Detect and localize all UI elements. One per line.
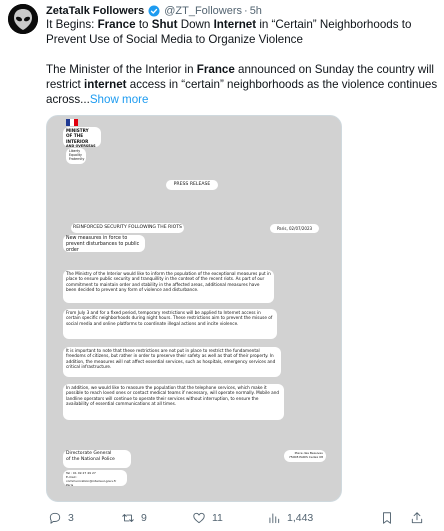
press-release-document bbox=[47, 116, 342, 502]
tweet-paragraph-2 bbox=[46, 62, 438, 107]
document-date: Paris, 02/07/2023 bbox=[270, 224, 319, 233]
text-span: Shut bbox=[151, 18, 178, 31]
text-span: internet bbox=[84, 78, 127, 91]
bookmark-icon bbox=[380, 511, 394, 525]
tweet-paragraph-1 bbox=[46, 17, 438, 47]
share-button[interactable] bbox=[410, 510, 424, 526]
text-span: in “Certain” Neighborhoods to Prevent Use of Social Media to Organize Violence bbox=[46, 18, 412, 46]
reply-icon bbox=[48, 511, 62, 525]
footer-line: Paris bbox=[66, 483, 74, 487]
display-name[interactable]: ZetaTalk Followers bbox=[46, 5, 145, 17]
document-footer-directorate bbox=[63, 450, 131, 468]
views-button[interactable] bbox=[267, 510, 313, 526]
retweet-button[interactable] bbox=[121, 510, 147, 526]
reply-button[interactable] bbox=[48, 510, 74, 526]
tweet-text bbox=[46, 17, 438, 107]
text-span: access in “certain” neighborhoods as the violence continues across... bbox=[46, 78, 438, 106]
bookmark-button[interactable] bbox=[380, 510, 394, 526]
document-paragraph-3: It is important to note that these restrictions are not put in place to restrict the fundamental freedoms of citizens, but rather in order to preserve their safety as well as that of their property. In addition, the measures will not affect essential services, such as hospitals, emergency services and critical infrastructure. bbox=[63, 347, 281, 377]
text-span: The Minister of the Interior in bbox=[46, 63, 197, 76]
document-footer-address bbox=[284, 450, 326, 462]
reply-count: 3 bbox=[68, 512, 74, 524]
motto-line: Fraternity bbox=[69, 157, 85, 162]
retweet-count: 9 bbox=[141, 512, 147, 524]
user-handle[interactable]: @ZT_Followers bbox=[164, 5, 243, 17]
subhead-line: prevent disturbances to public order bbox=[66, 242, 140, 254]
footer-line: 75008 PARIS Cedex 08 bbox=[288, 455, 323, 459]
like-count: 11 bbox=[212, 512, 223, 524]
motto-line: Equality bbox=[69, 153, 82, 158]
tweet-actions bbox=[46, 510, 438, 526]
document-paragraph-1: The Ministry of the Interior would like to inform the population of the exceptional measures put in place to ensure public security and tranquillity in the context of the recent riots. As part of our commitment to maintain order and stability in the affected areas, additional measures have been decided to prevent any form of violence and disturbance. bbox=[63, 270, 274, 303]
ministry-line: OF THE INTERIOR bbox=[66, 133, 89, 144]
ministry-line: MINISTRY bbox=[66, 128, 89, 133]
views-icon bbox=[267, 511, 281, 525]
footer-line: Directorate General bbox=[66, 451, 112, 456]
separator-dot: · bbox=[244, 5, 248, 17]
ministry-label bbox=[63, 127, 101, 147]
document-paragraph-2: From July 3 and for a fixed period, temporary restrictions will be applied to Internet access in certain specific neighborhoods during night hours. These restrictions aim to prevent the misuse of social media and online platforms to coordinate illegal actions and incite violence. bbox=[63, 309, 277, 339]
ministry-line: AND OVERSEAS bbox=[66, 144, 96, 149]
press-release-label: PRESS RELEASE bbox=[166, 180, 218, 190]
views-count: 1,443 bbox=[287, 512, 314, 524]
retweet-icon bbox=[121, 511, 135, 525]
verified-badge-icon bbox=[148, 5, 160, 17]
footer-line: Place des Beauvau bbox=[294, 451, 323, 455]
footer-line: Tel : 01 49 27 49 27 bbox=[66, 471, 96, 475]
footer-line: of the National Police bbox=[66, 457, 115, 463]
show-more-link[interactable]: Show more bbox=[89, 93, 149, 106]
republic-motto bbox=[66, 148, 86, 164]
french-flag-logo bbox=[66, 119, 78, 126]
heart-icon bbox=[192, 511, 206, 525]
text-span: announced on Sunday the country will restrict bbox=[46, 63, 434, 91]
subhead-line: New measures in force to bbox=[66, 236, 128, 241]
text-span: France bbox=[196, 63, 235, 76]
attached-document-image[interactable] bbox=[46, 115, 342, 502]
document-subhead bbox=[63, 235, 145, 252]
document-footer-contact bbox=[63, 470, 127, 486]
like-button[interactable] bbox=[192, 510, 223, 526]
document-heading: REINFORCED SECURITY FOLLOWING THE RIOTS bbox=[71, 223, 184, 233]
document-paragraph-4: In addition, we would like to reassure the population that the telephone services, which make it possible to reach loved ones or contact medical teams if necessary, will operate normally. Mobile and landline operators will continue to operate their services without interruption, to ensure the availability of essential communications at all times. bbox=[63, 384, 284, 420]
footer-line: E-mail : communication@interieur.gouv.fr bbox=[66, 475, 117, 483]
alien-face-icon bbox=[8, 4, 38, 34]
timestamp[interactable]: 5h bbox=[249, 5, 262, 17]
share-icon bbox=[410, 511, 424, 525]
text-span: It Begins: bbox=[46, 18, 98, 31]
text-span: to bbox=[135, 18, 152, 31]
text-span: Internet bbox=[213, 18, 257, 31]
motto-line: Liberty bbox=[69, 149, 81, 153]
avatar[interactable] bbox=[8, 4, 38, 34]
text-span: Down bbox=[177, 18, 214, 31]
text-span: France bbox=[97, 18, 136, 31]
